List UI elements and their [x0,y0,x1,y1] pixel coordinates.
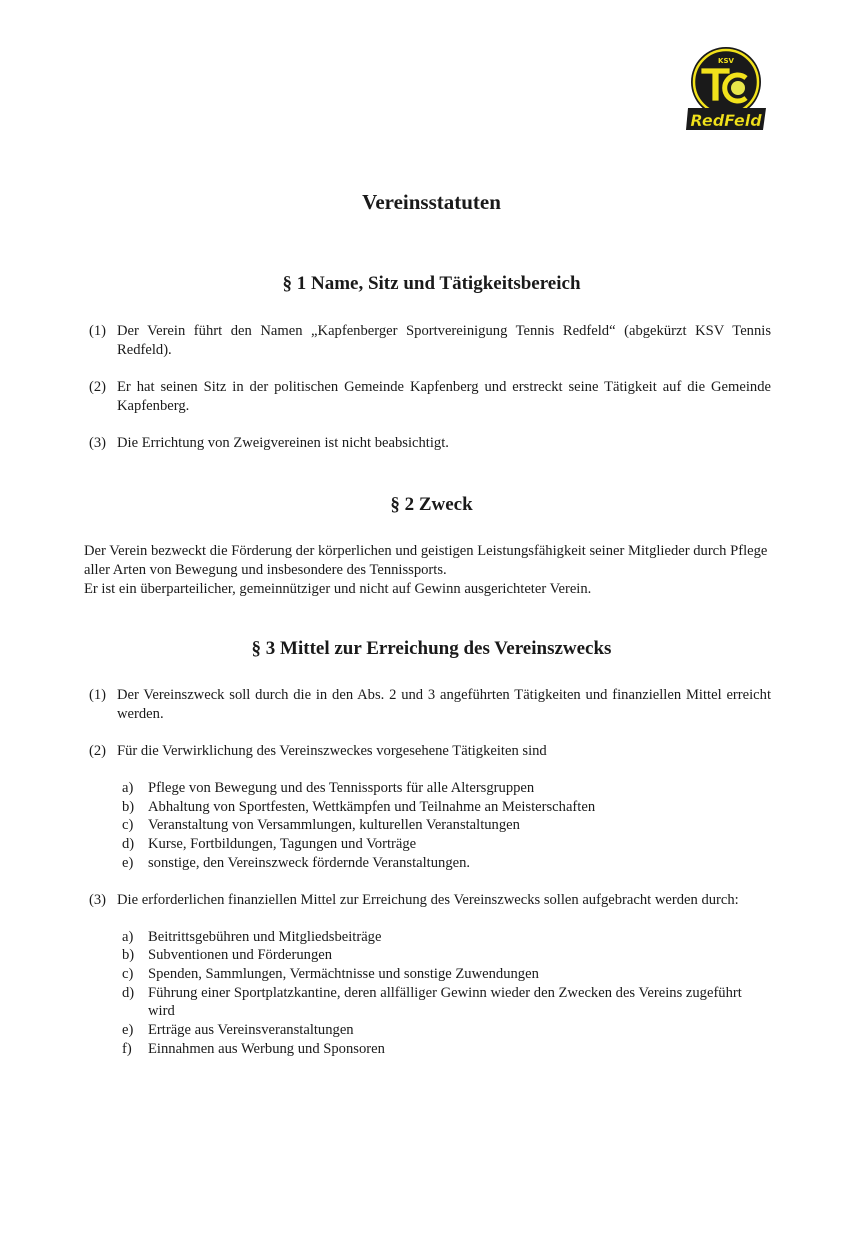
sub-list-item [122,1021,772,1040]
section-3-heading: § 3 Mittel zur Erreichung des Vereinszwecks [251,638,612,659]
sub-item-text: Abhaltung von Sportfesten, Wettkämpfen und Teilnahme an Meisterschaften [148,798,596,815]
funding-sublist [122,928,772,1059]
sub-list-item [122,928,772,947]
sub-item-text: Beitrittsgebühren und Mitgliedsbeiträge [148,928,382,945]
sub-list-item [122,798,772,817]
sub-item-letter: e) [122,1022,134,1039]
sub-item-letter: f) [122,1040,132,1057]
ksv-tc-redfeld-logo-icon [684,46,768,132]
sub-list-item [122,816,772,835]
document-title: Vereinsstatuten [362,190,501,214]
item-number: (3) [89,435,107,451]
item-text: Für die Verwirklichung des Vereinszweckes vorgesehene Tätigkeiten sind [117,743,547,759]
sub-item-letter: a) [122,928,134,945]
sub-list-item [122,854,772,873]
sub-list-item [122,1040,772,1059]
section-1-item [89,378,771,416]
sub-item-text: Veranstaltung von Versammlungen, kulturellen Veranstaltungen [148,817,520,834]
item-text: Die Errichtung von Zweigvereinen ist nicht beabsichtigt. [117,435,449,451]
section-3-list [89,686,771,1076]
sub-list-item [122,984,772,1021]
logo-redfeld-text: RedFeld [690,111,762,130]
item-number: (3) [89,891,107,908]
sub-item-letter: d) [122,836,135,853]
sub-item-text: Subventionen und Förderungen [148,947,333,964]
logo-ksv-text: KSV [718,57,734,65]
section-1-item [89,434,771,453]
sub-item-text: Kurse, Fortbildungen, Tagungen und Vorträge [148,836,417,853]
sub-list-item [122,946,772,965]
sub-item-letter: c) [122,965,134,982]
section-1-heading: § 1 Name, Sitz und Tätigkeitsbereich [282,273,581,294]
item-text: Der Verein führt den Namen „Kapfenberger Sportvereinigung Tennis Redfeld“ (abgekürzt KSV Tennis Redfeld). [117,323,771,358]
club-logo [684,46,768,132]
sub-item-text: sonstige, den Vereinszweck fördernde Veranstaltungen. [148,854,471,871]
item-text: Er hat seinen Sitz in der politischen Gemeinde Kapfenberg und erstreckt seine Tätigkeit auf die Gemeinde Kapfenberg. [117,379,771,414]
item-number: (2) [89,743,107,759]
sub-item-letter: a) [122,780,134,796]
item-text: Die erforderlichen finanziellen Mittel zur Erreichung des Vereinszwecks sollen aufgebracht werden durch: [117,891,739,908]
section-1-item [89,322,771,360]
sub-list-item [122,965,772,984]
section-1-list [89,322,771,471]
sub-item-text: Pflege von Bewegung und des Tennissports für alle Altersgruppen [148,780,535,796]
sub-item-letter: d) [122,984,135,1001]
sub-item-letter: c) [122,817,134,834]
sub-list-item [122,835,772,854]
section-2-heading: § 2 Zweck [390,494,473,515]
sub-item-letter: b) [122,947,135,964]
item-number: (1) [89,687,107,703]
activities-sublist [122,779,772,873]
section-2-paragraph [84,542,774,599]
sub-item-letter: b) [122,798,135,815]
sub-list-item [122,779,772,798]
section-3-item [89,742,771,873]
item-number: (1) [89,323,107,339]
section-3-item [89,686,771,724]
sub-item-text: Spenden, Sammlungen, Vermächtnisse und sonstige Zuwendungen [148,965,539,982]
section-2-line: Der Verein bezweckt die Förderung der körperlichen und geistigen Leistungsfähigkeit seiner Mitglieder durch Pflege aller Arten von Bewegung und insbesondere des Tennissports. [84,543,768,578]
item-number: (2) [89,379,107,395]
section-2-line: Er ist ein überparteilicher, gemeinnütziger und nicht auf Gewinn ausgerichteter Verein. [84,581,592,597]
section-3-item [89,891,771,1059]
sub-item-text: Einnahmen aus Werbung und Sponsoren [148,1040,385,1057]
item-text: Der Vereinszweck soll durch die in den Abs. 2 und 3 angeführten Tätigkeiten und finanziellen Mittel erreicht werden. [117,687,771,722]
sub-item-text: Erträge aus Vereinsveranstaltungen [148,1022,354,1039]
sub-item-letter: e) [122,854,134,871]
sub-item-text: Führung einer Sportplatzkantine, deren allfälliger Gewinn wieder den Zwecken des Vereins zugeführt wird [148,984,742,1020]
